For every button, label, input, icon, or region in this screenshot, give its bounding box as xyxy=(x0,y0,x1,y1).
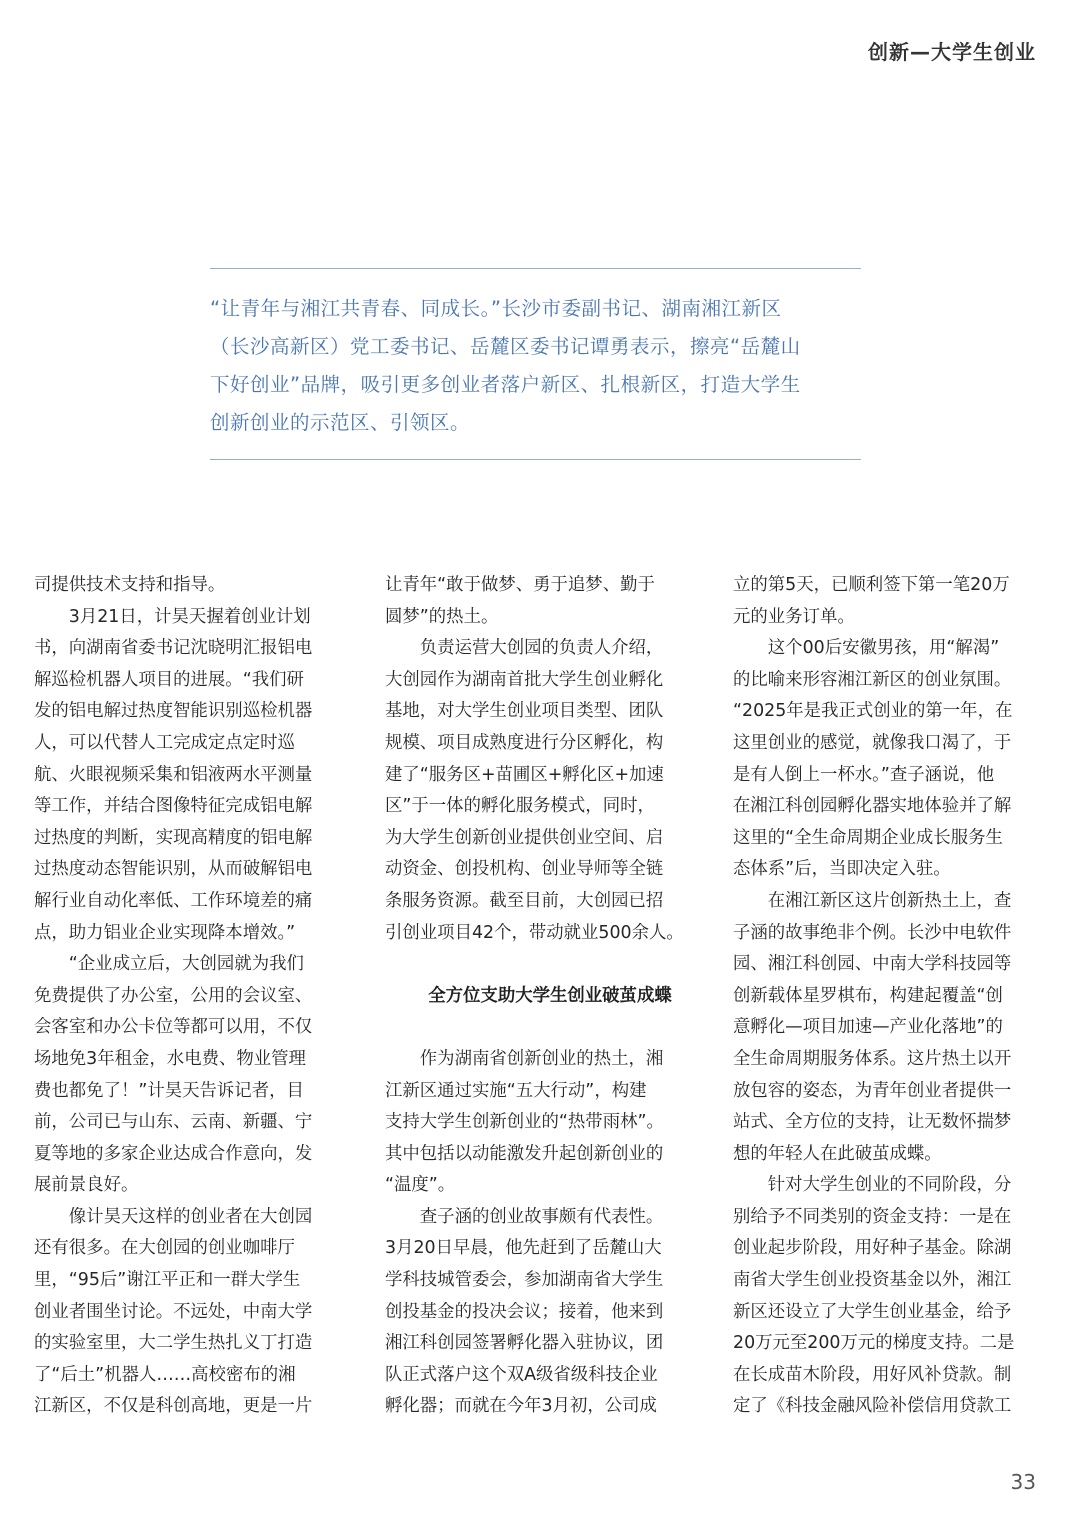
body-text-line: 创投基金的投决会议；接着，他来到 xyxy=(385,1301,664,1322)
body-text-line: 条服务资源。截至目前，大创园已招 xyxy=(385,890,664,911)
body-text-line: 还有很多。在大创园的创业咖啡厅 xyxy=(34,1238,295,1259)
body-text-line: 队正式落户这个双A级省级科技企业 xyxy=(385,1364,658,1385)
body-text-line: 前，公司已与山东、云南、新疆、宁 xyxy=(34,1112,313,1133)
body-text-line: 针对大学生创业的不同阶段，分 xyxy=(733,1175,1012,1196)
body-text-line: 像计昊天这样的创业者在大创园 xyxy=(34,1206,313,1227)
section-title: 创新—大学生创业 xyxy=(868,40,1036,64)
body-text-line: 在长成苗木阶段，用好风补贷款。制 xyxy=(733,1364,1012,1385)
body-text-line: 想的年轻人在此破茧成蝶。 xyxy=(733,1143,942,1164)
body-text-line: 创业起步阶段，用好种子基金。除湖 xyxy=(733,1238,1012,1259)
body-text-line: 支持大学生创新创业的“热带雨林”。 xyxy=(385,1112,664,1133)
blank-line xyxy=(385,949,715,981)
text-column-1 xyxy=(34,570,364,1423)
body-text-line: 航、火眼视频采集和铝液两水平测量 xyxy=(34,764,313,785)
body-text-line: 态体系”后，当即决定入驻。 xyxy=(733,859,951,880)
body-text-line: 建了“服务区+苗圃区+孵化区+加速 xyxy=(385,764,664,785)
body-text-line: 夏等地的多家企业达成合作意向，发 xyxy=(34,1143,313,1164)
body-text-line: 元的业务订单。 xyxy=(733,606,855,627)
body-text-line: 圆梦”的热土。 xyxy=(385,606,499,627)
body-text-line: 子涵的故事绝非个例。长沙中电软件 xyxy=(733,922,1012,943)
body-text-line: 其中包括以动能激发升起创新创业的 xyxy=(385,1143,664,1164)
blank-line xyxy=(385,1012,715,1044)
body-text-line: 这个00后安徽男孩，用“解渴” xyxy=(733,638,1000,659)
body-text-line: 这里的“全生命周期企业成长服务生 xyxy=(733,827,1003,848)
body-text-line: 书，向湖南省委书记沈晓明汇报铝电 xyxy=(34,638,313,659)
body-text-line: 让青年“敢于做梦、勇于追梦、勤于 xyxy=(385,575,655,595)
body-text-line: 基地，对大学生创业项目类型、团队 xyxy=(385,701,664,722)
body-text-line: 为大学生创新创业提供创业空间、启 xyxy=(385,827,664,848)
body-text-line: 创新载体星罗棋布，构建起覆盖“创 xyxy=(733,985,1003,1006)
body-text-line: 引创业项目42个，带动就业500余人。 xyxy=(385,922,684,943)
body-text-line: 在湘江科创园孵化器实地体验并了解 xyxy=(733,796,1012,817)
body-text-line: 过热度动态智能识别，从而破解铝电 xyxy=(34,859,313,880)
body-text-line: 这里创业的感觉，就像我口渴了，于 xyxy=(733,732,1012,753)
body-text-line: 学科技城管委会，参加湖南省大学生 xyxy=(385,1270,664,1291)
body-text-line: 是有人倒上一杯水。”查子涵说，他 xyxy=(733,764,995,785)
body-text-line: 免费提供了办公室，公用的会议室、 xyxy=(34,985,313,1006)
quote-top-rule xyxy=(210,268,861,269)
quote-bottom-rule xyxy=(210,459,861,460)
body-text-line: 放包容的姿态，为青年创业者提供一 xyxy=(733,1080,1012,1101)
pull-quote xyxy=(210,290,870,442)
body-text-line: 创业者围坐讨论。不远处，中南大学 xyxy=(34,1301,313,1322)
body-text-line: 站式、全方位的支持，让无数怀揣梦 xyxy=(733,1112,1012,1133)
body-text-line: 了“后土”机器人……高校密布的湘 xyxy=(34,1364,296,1385)
body-text-line: 会客室和办公卡位等都可以用，不仅 xyxy=(34,1017,313,1038)
body-text-line: “温度”。 xyxy=(385,1175,456,1196)
body-text-line: 查子涵的创业故事颇有代表性。 xyxy=(385,1206,664,1227)
section-subheading: 全方位支助大学生创业破茧成蝶 xyxy=(428,985,672,1006)
body-text-line: 别给予不同类别的资金支持：一是在 xyxy=(733,1206,1012,1227)
body-text-line: 新区还设立了大学生创业基金，给予 xyxy=(733,1301,1012,1322)
body-text-line: 立的第5天，已顺利签下第一笔20万 xyxy=(733,575,1010,595)
body-text-line: 园、湘江科创园、中南大学科技园等 xyxy=(733,954,1012,975)
body-text-line: 南省大学生创业投资基金以外，湘江 xyxy=(733,1270,1012,1291)
body-text-line: 发的铝电解过热度智能识别巡检机器 xyxy=(34,701,313,722)
body-text-line: 区”于一体的孵化服务模式，同时， xyxy=(385,796,655,817)
body-text-line: 规模、项目成熟度进行分区孵化，构 xyxy=(385,732,664,753)
body-text-line: 湘江科创园签署孵化器入驻协议，团 xyxy=(385,1333,664,1354)
pull-quote-line: “让青年与湘江共青春、同成长。”长沙市委副书记、湖南湘江新区 xyxy=(210,297,782,320)
body-text-line: 的实验室里，大二学生热扎义丁打造 xyxy=(34,1333,313,1354)
body-text-line: 全生命周期服务体系。这片热土以开 xyxy=(733,1048,1012,1069)
body-text-line: 江新区通过实施“五大行动”，构建 xyxy=(385,1080,647,1101)
body-text-line: 过热度的判断，实现高精度的铝电解 xyxy=(34,827,313,848)
body-text-line: 等工作，并结合图像特征完成铝电解 xyxy=(34,796,313,817)
body-text-line: 大创园作为湖南首批大学生创业孵化 xyxy=(385,669,664,690)
body-text-line: 作为湖南省创新创业的热土，湘 xyxy=(385,1048,664,1069)
body-text-line: 司提供技术支持和指导。 xyxy=(34,575,226,595)
body-text-line: 定了《科技金融风险补偿信用贷款工 xyxy=(733,1396,1012,1417)
body-text-line: 负责运营大创园的负责人介绍， xyxy=(385,638,664,659)
body-text-line: 点，助力铝业企业实现降本增效。” xyxy=(34,922,296,943)
body-text-line: 在湘江新区这片创新热土上，查 xyxy=(733,890,1012,911)
body-text-line: 人，可以代替人工完成定点定时巡 xyxy=(34,732,295,753)
text-column-2 xyxy=(385,570,715,1423)
body-text-line: 解巡检机器人项目的进展。“我们研 xyxy=(34,669,304,690)
body-text-line: 费也都免了！”计昊天告诉记者，目 xyxy=(34,1080,304,1101)
body-text-line: 3月21日，计昊天握着创业计划 xyxy=(34,606,311,627)
body-text-line: 江新区，不仅是科创高地，更是一片 xyxy=(34,1396,313,1417)
body-text-line: 3月20日早晨，他先赶到了岳麓山大 xyxy=(385,1238,662,1259)
pull-quote-line: （长沙高新区）党工委书记、岳麓区委书记谭勇表示，擦亮“岳麓山 xyxy=(210,335,801,358)
page-number: 33 xyxy=(1010,1470,1036,1494)
body-text-line: 20万元至200万元的梯度支持。二是 xyxy=(733,1333,1015,1354)
body-text-line: 动资金、创投机构、创业导师等全链 xyxy=(385,859,664,880)
body-text-line: “企业成立后，大创园就为我们 xyxy=(34,954,304,975)
text-column-3 xyxy=(733,570,1063,1423)
body-text-line: 展前景良好。 xyxy=(34,1175,139,1196)
body-text-line: 孵化器；而就在今年3月初，公司成 xyxy=(385,1396,657,1417)
body-text-line: 的比喻来形容湘江新区的创业氛围。 xyxy=(733,669,1012,690)
body-text-line: 解行业自动化率低、工作环境差的痛 xyxy=(34,890,313,911)
body-text-line: 场地免3年租金，水电费、物业管理 xyxy=(34,1048,306,1069)
pull-quote-line: 下好创业”品牌，吸引更多创业者落户新区、扎根新区，打造大学生 xyxy=(210,373,801,396)
body-text-line: 里，“95后”谢江平正和一群大学生 xyxy=(34,1270,301,1291)
body-text-line: 意孵化—项目加速—产业化落地”的 xyxy=(733,1017,1003,1038)
body-text-line: “2025年是我正式创业的第一年，在 xyxy=(733,701,1013,722)
pull-quote-line: 创新创业的示范区、引领区。 xyxy=(210,411,471,434)
